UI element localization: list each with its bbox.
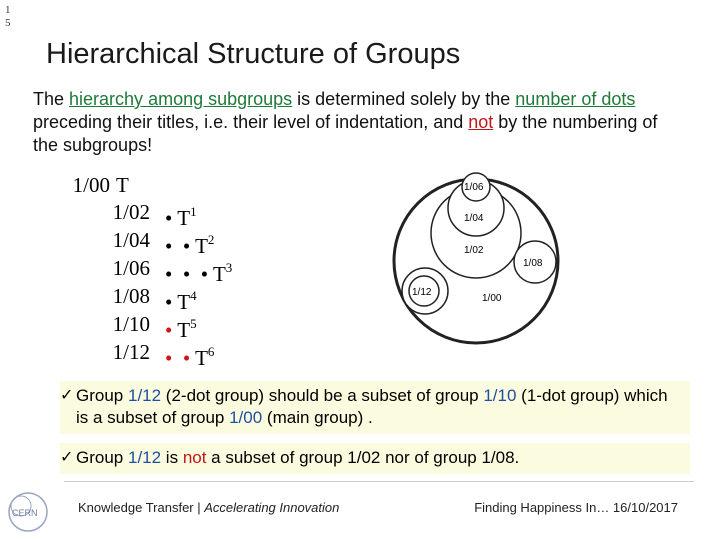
intro-term-not: not (468, 112, 494, 132)
group-code: 1/10 (112, 312, 150, 336)
group-code: 1/04 (112, 228, 150, 252)
indent-dots: • (165, 290, 173, 314)
group-title-sup: 5 (190, 316, 197, 331)
note-group-code: 1/10 (483, 386, 517, 405)
note-not-subset (60, 443, 690, 474)
note-text: Group (76, 448, 128, 467)
intro-text: by the numbering of the subgroups! (33, 112, 658, 155)
note-text: is (161, 448, 183, 467)
checkmark-icon: ✓ (60, 449, 74, 466)
slide-title: Hierarchical Structure of Groups (46, 38, 461, 70)
group-title: T (177, 206, 191, 230)
footer-tagline: Accelerating Innovation (204, 500, 340, 515)
group-title: T (177, 290, 191, 314)
group-code: 1/12 (112, 340, 150, 364)
intro-term-hierarchy: hierarchy among subgroups (69, 89, 293, 109)
note-subset (60, 381, 690, 434)
group-title: T (177, 318, 191, 342)
note-group-code: 1/12 (127, 386, 162, 405)
group-code: 1/08 (112, 284, 150, 308)
footer-divider (64, 481, 694, 482)
intro-text: is determined solely by the (292, 89, 516, 109)
diagram-label: 1/12 (412, 287, 432, 298)
diagram-label: 1/06 (464, 182, 484, 193)
intro-term-dots: number of dots (515, 89, 636, 109)
group-code: 1/00 (72, 173, 110, 197)
diagram-label: 1/08 (523, 258, 543, 269)
group-title: T (195, 234, 208, 258)
note-text: (1-dot group) which is a subset of group (76, 386, 668, 427)
group-title-sup: 3 (225, 260, 233, 275)
note-emphasis-not: not (182, 448, 207, 467)
note-text: (2-dot group) should be a subset of group (161, 386, 484, 405)
note-group-code: 1/00 (229, 408, 263, 427)
indent-dots: • (165, 206, 173, 230)
group-title: T (195, 346, 208, 370)
diagram-label: 1/00 (482, 293, 502, 304)
venn-diagram (392, 158, 564, 366)
diagram-label: 1/02 (464, 245, 484, 256)
indent-dots: • • (165, 346, 191, 370)
cern-logo (6, 490, 50, 534)
note-text: a subset of group 1/02 nor of group 1/08. (206, 448, 520, 467)
footer-right: Finding Happiness In… 16/10/2017 (474, 500, 678, 515)
group-title-sup: 4 (190, 288, 197, 303)
footer-text: Knowledge Transfer | (78, 500, 205, 515)
intro-text: preceding their titles, i.e. their level of indentation, and (33, 112, 469, 132)
note-group-code: 1/12 (127, 448, 162, 467)
group-title-sup: 6 (207, 344, 215, 359)
indent-dots: • (165, 318, 173, 342)
group-title-sup: 1 (190, 204, 197, 219)
checkmark-icon: ✓ (60, 387, 74, 404)
group-title: T (116, 173, 129, 197)
intro-paragraph (33, 88, 683, 157)
footer-left (78, 500, 339, 515)
group-code: 1/02 (112, 200, 150, 224)
note-text: Group (76, 386, 128, 405)
logo-text: CERN (12, 508, 38, 518)
indent-dots: • • • (165, 262, 209, 286)
diagram-label: 1/04 (464, 213, 484, 224)
group-title-sup: 2 (207, 232, 215, 247)
note-text: (main group) . (262, 408, 373, 427)
group-title: T (212, 262, 226, 286)
slide-number: 15 (5, 4, 11, 29)
indent-dots: • • (165, 234, 191, 258)
intro-text: The (33, 89, 70, 109)
group-code: 1/06 (112, 256, 150, 280)
